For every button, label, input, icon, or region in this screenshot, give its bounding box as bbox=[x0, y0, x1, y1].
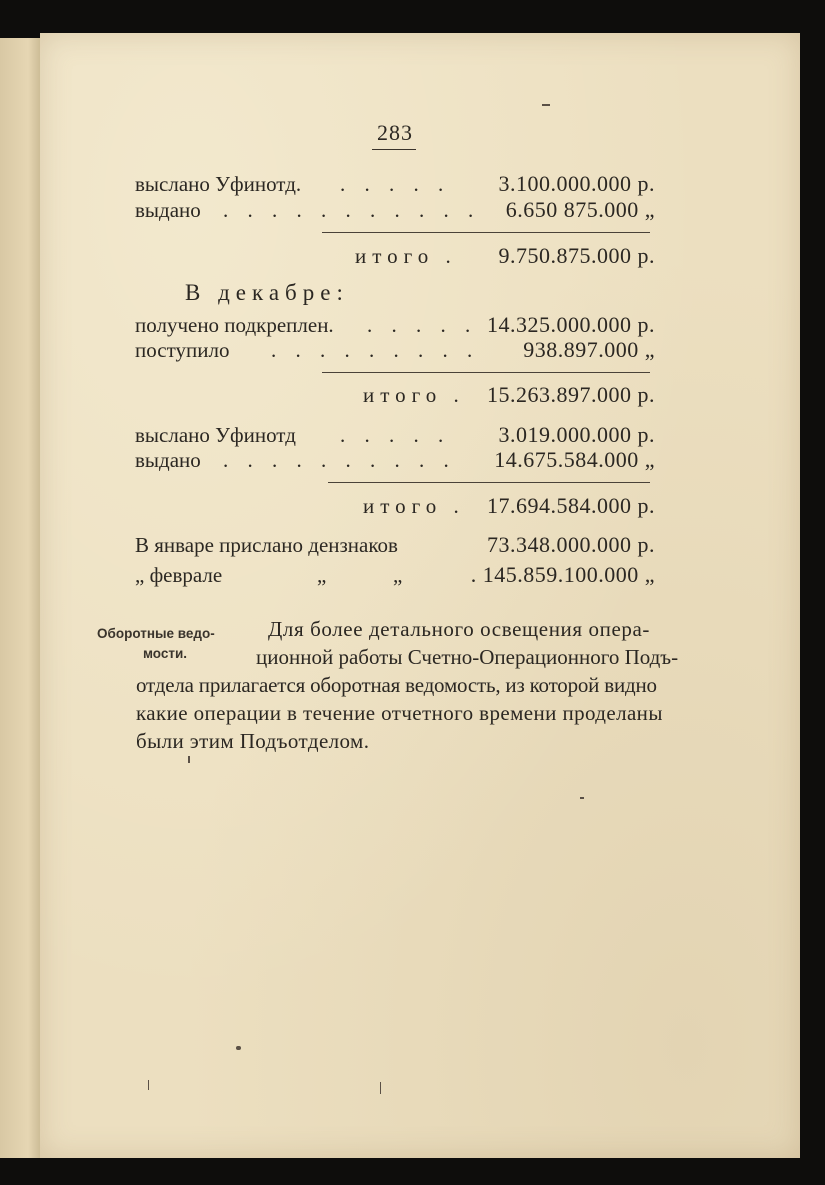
ledger-row-sent-ufinotd-2 bbox=[135, 421, 655, 449]
leader-dots: . . . . . bbox=[340, 423, 451, 447]
ledger-row-sent-ufinotd-1 bbox=[135, 170, 655, 198]
paragraph-line: ционной работы Счетно-Операционного Подъ- bbox=[256, 645, 679, 669]
row-amount: . 145.859.100.000 „ bbox=[470, 562, 655, 587]
ledger-row-issued-1 bbox=[135, 196, 655, 224]
paper-speck bbox=[148, 1080, 149, 1090]
margin-note-line: Оборотные ведо- bbox=[97, 626, 215, 641]
ledger-total-3 bbox=[135, 492, 655, 520]
previous-page-edge bbox=[0, 38, 41, 1158]
paper-speck bbox=[542, 104, 550, 106]
row-amount: 938.897.000 „ bbox=[523, 337, 655, 362]
ledger-row-arrived bbox=[135, 336, 655, 364]
ledger-total-2 bbox=[135, 381, 655, 409]
row-label: выдано bbox=[135, 448, 201, 472]
row-label: получено подкреплен. bbox=[135, 313, 334, 337]
ledger-row-february-banknotes bbox=[135, 561, 655, 589]
row-amount: 14.325.000.000 р. bbox=[487, 312, 655, 337]
paper-speck bbox=[380, 1082, 381, 1094]
row-amount: 73.348.000.000 р. bbox=[487, 532, 655, 557]
margin-note bbox=[97, 624, 237, 664]
ledger-total-1 bbox=[135, 242, 655, 270]
leader-dots: . . . . . . . . . . . bbox=[223, 198, 481, 222]
leader-dots: . . . . . bbox=[367, 313, 478, 337]
margin-note-line: мости. bbox=[143, 646, 188, 661]
total-rule bbox=[322, 232, 650, 233]
december-heading: В декабре: bbox=[185, 280, 349, 305]
paper-speck bbox=[188, 756, 190, 763]
leader-dots: . . . . . bbox=[340, 172, 451, 196]
leader-dots: . . . . . . . . . . bbox=[223, 448, 456, 472]
paragraph-line: Для более детального освещения опера- bbox=[268, 617, 650, 641]
ledger-row-issued-2 bbox=[135, 446, 655, 474]
ledger-row-received-reinforcement bbox=[135, 311, 655, 339]
paper-speck bbox=[236, 1046, 241, 1050]
total-label: итого . bbox=[355, 244, 457, 268]
total-rule bbox=[328, 482, 650, 483]
page-number: 283 bbox=[377, 120, 413, 145]
total-label: итого . bbox=[363, 494, 465, 518]
total-amount: 17.694.584.000 р. bbox=[487, 493, 655, 518]
ditto-mark: „ bbox=[317, 563, 327, 587]
row-amount: 3.019.000.000 р. bbox=[498, 422, 655, 447]
paper-speck bbox=[580, 797, 584, 799]
row-label: поступило bbox=[135, 338, 230, 362]
paragraph-line: какие операции в течение отчетного времени проделаны bbox=[136, 701, 663, 725]
row-label: „ феврале bbox=[135, 563, 223, 587]
row-amount: 6.650 875.000 „ bbox=[505, 197, 655, 222]
ledger-row-january-banknotes bbox=[135, 531, 655, 559]
row-label: выслано Уфинотд. bbox=[135, 172, 302, 196]
row-label: выдано bbox=[135, 198, 201, 222]
row-label: В январе прислано дензнаков bbox=[135, 533, 398, 557]
total-label: итого . bbox=[363, 383, 465, 407]
row-label: выслано Уфинотд bbox=[135, 423, 296, 447]
row-amount: 14.675.584.000 „ bbox=[494, 447, 655, 472]
ditto-mark: „ bbox=[393, 563, 403, 587]
total-amount: 9.750.875.000 р. bbox=[498, 243, 655, 268]
total-amount: 15.263.897.000 р. bbox=[487, 382, 655, 407]
row-amount: 3.100.000.000 р. bbox=[498, 171, 655, 196]
total-rule bbox=[322, 372, 650, 373]
page-number-underline bbox=[372, 149, 416, 150]
paragraph-line: отдела прилагается оборотная ведомость, из которой видно bbox=[136, 673, 657, 697]
leader-dots: . . . . . . . . . bbox=[271, 338, 480, 362]
paragraph-line: были этим Подъотделом. bbox=[136, 729, 370, 753]
